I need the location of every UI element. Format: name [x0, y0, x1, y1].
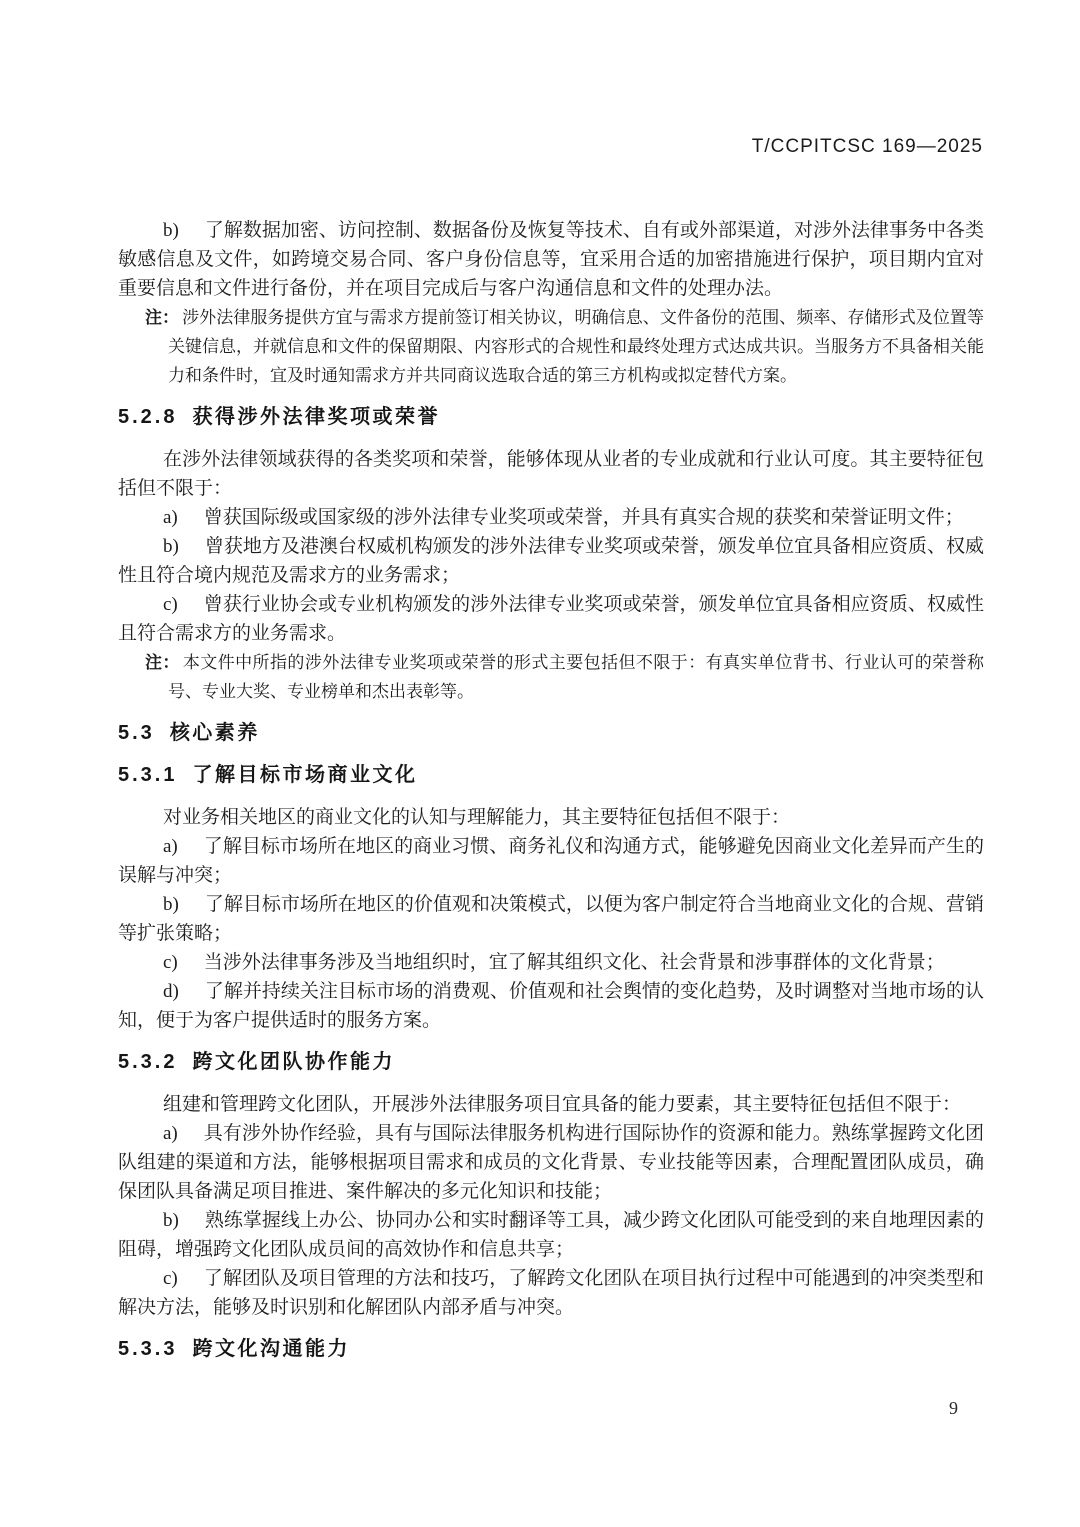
- list-item: [118, 1206, 984, 1264]
- note: [145, 648, 984, 706]
- note-label: 注：: [145, 653, 180, 672]
- list-item-label: b): [163, 536, 179, 557]
- section-title: 了解目标市场商业文化: [192, 764, 418, 786]
- list-item: [118, 948, 984, 977]
- list-item: [118, 503, 984, 532]
- list-item: [118, 890, 984, 948]
- section-heading-5-3-2: [118, 1048, 984, 1077]
- note-label: 注：: [145, 308, 180, 327]
- list-item-text: 曾获国际级或国家级的涉外法律专业奖项或荣誉，并具有真实合规的获奖和荣誉证明文件；: [203, 507, 964, 528]
- list-item-text: 了解团队及项目管理的方法和技巧，了解跨文化团队在项目执行过程中可能遇到的冲突类型和解决方法，能够及时识别和化解团队内部矛盾与冲突。: [118, 1268, 984, 1318]
- section-title: 跨文化沟通能力: [192, 1338, 350, 1360]
- note-text: 涉外法律服务提供方宜与需求方提前签订相关协议，明确信息、文件备份的范围、频率、存储形式及位置等关键信息，并就信息和文件的保留期限、内容形式的合规性和最终处理方式达成共识。当服务方不具备相关能力和条件时，宜及时通知需求方并共同商议选取合适的第三方机构或拟定替代方案。: [168, 308, 984, 385]
- note: [145, 303, 984, 390]
- list-item: [118, 1119, 984, 1206]
- section-title: 核心素养: [169, 722, 260, 744]
- list-item-text: 具有涉外协作经验，具有与国际法律服务机构进行国际协作的资源和能力。熟练掌握跨文化团队组建的渠道和方法，能够根据项目需求和成员的文化背景、专业技能等因素，合理配置团队成员，确保团队具备满足项目推进、案件解决的多元化知识和技能；: [118, 1123, 984, 1202]
- list-item-text: 当涉外法律事务涉及当地组织时，宜了解其组织文化、社会背景和涉事群体的文化背景；: [203, 952, 945, 973]
- list-item: [118, 590, 984, 648]
- list-item: [118, 977, 984, 1035]
- paragraph: 组建和管理跨文化团队，开展涉外法律服务项目宜具备的能力要素，其主要特征包括但不限于：: [163, 1094, 962, 1115]
- section-number: 5.3.2: [118, 1051, 178, 1073]
- list-item-text: 曾获地方及港澳台权威机构颁发的涉外法律专业奖项或荣誉，颁发单位宜具备相应资质、权威性且符合境内规范及需求方的业务需求；: [118, 536, 984, 586]
- section-title: 获得涉外法律奖项或荣誉: [192, 406, 440, 428]
- list-item-label: b): [163, 894, 179, 915]
- list-item-text: 了解并持续关注目标市场的消费观、价值观和社会舆情的变化趋势，及时调整对当地市场的认知，便于为客户提供适时的服务方案。: [118, 981, 984, 1031]
- list-item: [118, 532, 984, 590]
- section-number: 5.3.1: [118, 764, 178, 786]
- list-item-text: 熟练掌握线上办公、协同办公和实时翻译等工具，减少跨文化团队可能受到的来自地理因素的阻碍，增强跨文化团队成员间的高效协作和信息共享；: [118, 1210, 984, 1260]
- list-item-text: 了解目标市场所在地区的商业习惯、商务礼仪和沟通方式，能够避免因商业文化差异而产生的误解与冲突；: [118, 836, 984, 886]
- list-item-text: 曾获行业协会或专业机构颁发的涉外法律专业奖项或荣誉，颁发单位宜具备相应资质、权威性且符合需求方的业务需求。: [118, 594, 984, 644]
- document-content: [118, 216, 984, 1377]
- list-item-label: a): [163, 836, 178, 857]
- list-item: [118, 216, 984, 303]
- paragraph: 在涉外法律领域获得的各类奖项和荣誉，能够体现从业者的专业成就和行业认可度。其主要特征包括但不限于：: [118, 449, 984, 499]
- section-number: 5.3: [118, 722, 155, 744]
- list-item-text: 了解目标市场所在地区的价值观和决策模式，以便为客户制定符合当地商业文化的合规、营销等扩张策略；: [118, 894, 984, 944]
- list-item-label: b): [163, 220, 179, 241]
- standard-code-header: T/CCPITCSC 169—2025: [751, 136, 983, 157]
- list-item-label: c): [163, 594, 178, 615]
- paragraph: 对业务相关地区的商业文化的认知与理解能力，其主要特征包括但不限于：: [163, 807, 791, 828]
- list-item-label: c): [163, 1268, 178, 1289]
- page-number: 9: [949, 1398, 958, 1418]
- section-heading-5-3: [118, 719, 984, 748]
- section-heading-5-2-8: [118, 403, 984, 432]
- list-item-label: d): [163, 981, 179, 1002]
- section-title: 跨文化团队协作能力: [192, 1051, 395, 1073]
- list-item-label: b): [163, 1210, 179, 1231]
- list-item: [118, 832, 984, 890]
- section-number: 5.3.3: [118, 1338, 178, 1360]
- list-item-label: a): [163, 507, 178, 528]
- list-item-label: c): [163, 952, 178, 973]
- list-item-text: 了解数据加密、访问控制、数据备份及恢复等技术、自有或外部渠道，对涉外法律事务中各类敏感信息及文件，如跨境交易合同、客户身份信息等，宜采用合适的加密措施进行保护，项目期内宜对重要信息和文件进行备份，并在项目完成后与客户沟通信息和文件的处理办法。: [118, 220, 984, 299]
- note-text: 本文件中所指的涉外法律专业奖项或荣誉的形式主要包括但不限于：有真实单位背书、行业认可的荣誉称号、专业大奖、专业榜单和杰出表彰等。: [168, 653, 985, 701]
- list-item: [118, 1264, 984, 1322]
- section-heading-5-3-3: [118, 1335, 984, 1364]
- section-heading-5-3-1: [118, 761, 984, 790]
- list-item-label: a): [163, 1123, 178, 1144]
- section-number: 5.2.8: [118, 406, 178, 428]
